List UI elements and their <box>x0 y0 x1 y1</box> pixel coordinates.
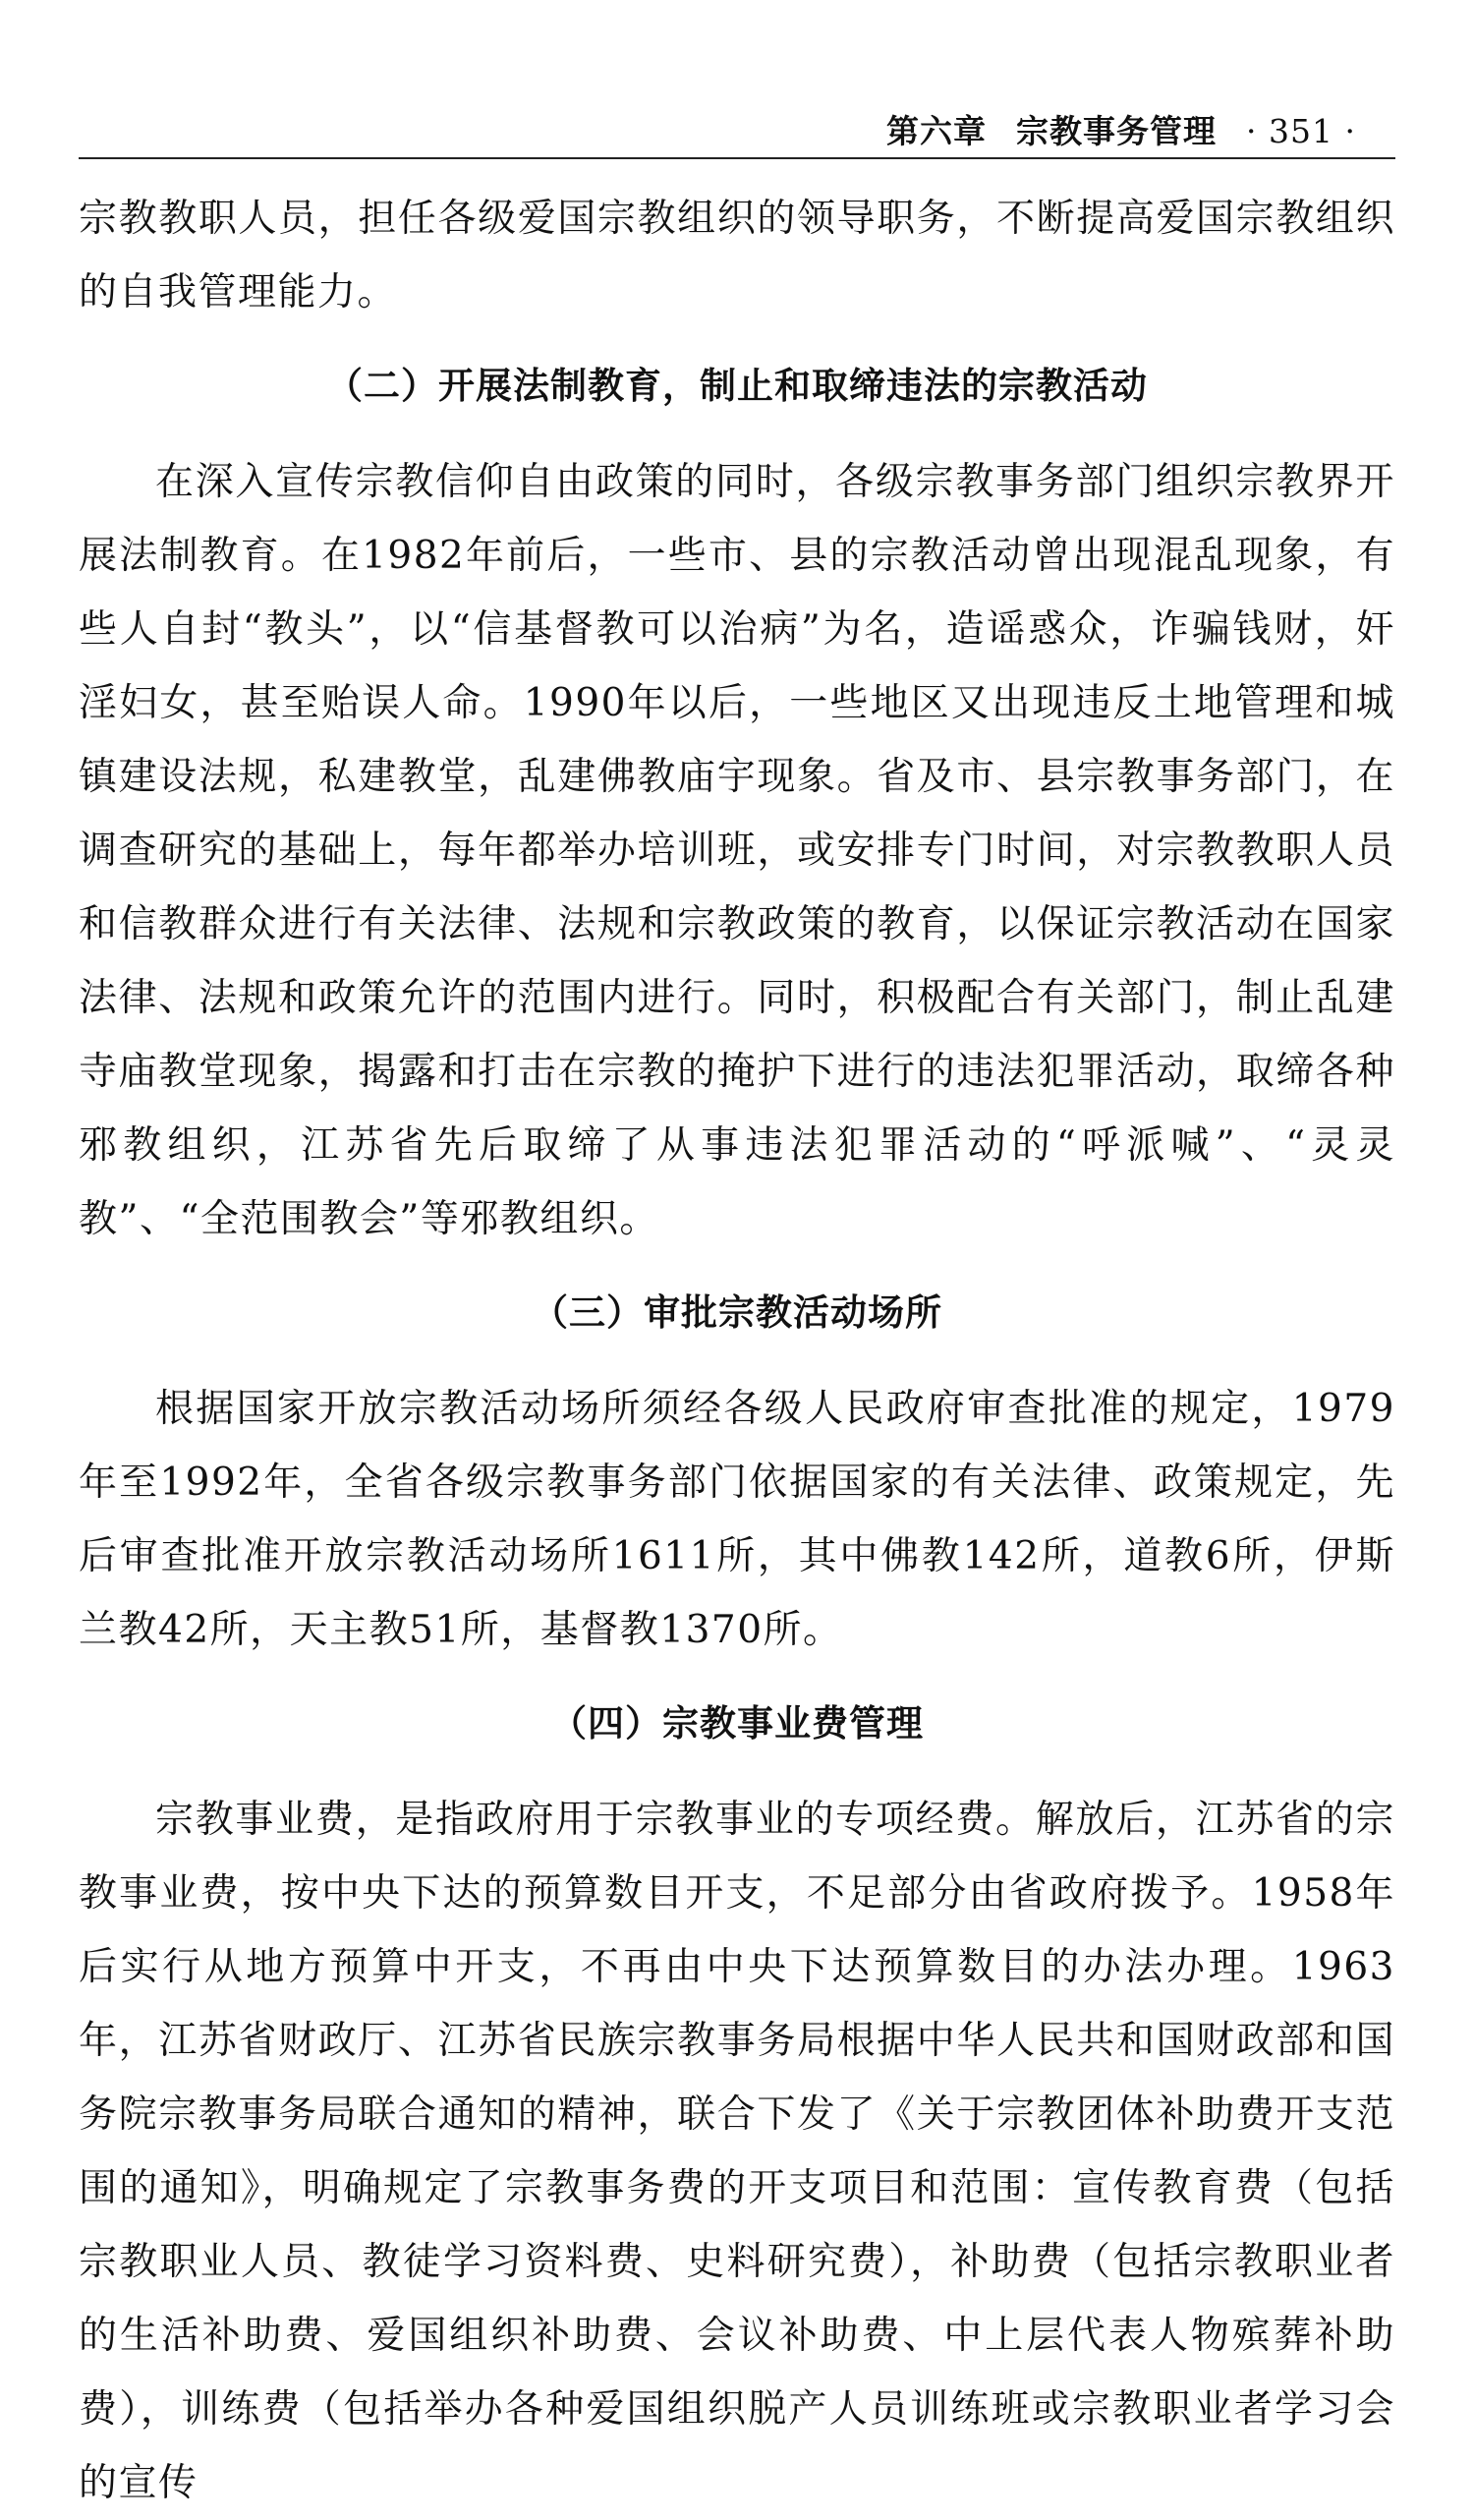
chapter-title: 宗教事务管理 <box>1016 112 1218 150</box>
paragraph-continued: 宗教教职人员，担任各级爱国宗教组织的领导职务，不断提高爱国宗教组织的自我管理能力。 <box>79 197 1395 315</box>
paragraph-venue-approval: 根据国家开放宗教活动场所须经各级人民政府审查批准的规定，1979年至1992年，全省各级宗教事务部门依据国家的有关法律、政策规定，先后审查批准开放宗教活动场所1611所，其中佛教142所，道教6所，伊斯兰教42所，天主教51所，基督教1370所。 <box>79 1387 1395 1652</box>
paragraph-funding: 宗教事业费，是指政府用于宗教事业的专项经费。解放后，江苏省的宗教事业费，按中央下达的预算数目开支，不足部分由省政府拨予。1958年后实行从地方预算中开支，不再由中央下达预算数目的办法办理。1963年，江苏省财政厅、江苏省民族宗教事务局根据中华人民共和国财政部和国务院宗教事务局联合通知的精神，联合下发了《关于宗教团体补助费开支范围的通知》，明确规定了宗教事务费的开支项目和范围：宣传教育费（包括宗教职业人员、教徒学习资料费、史料研究费），补助费（包括宗教职业者的生活补助费、爱国组织补助费、会议补助费、中上层代表人物殡葬补助费），训练费（包括举办各种爱国组织脱产人员训练班或宗教职业者学习会的宣传 <box>79 1798 1395 2505</box>
chapter-label: 第六章 <box>886 112 988 150</box>
page-body <box>79 182 1395 2520</box>
paragraph-legal-education: 在深入宣传宗教信仰自由政策的同时，各级宗教事务部门组织宗教界开展法制教育。在1982年前后，一些市、县的宗教活动曾出现混乱现象，有些人自封“教头”，以“信基督教可以治病”为名，造谣惑众，诈骗钱财，奸淫妇女，甚至贻误人命。1990年以后，一些地区又出现违反土地管理和城镇建设法规，私建教堂，乱建佛教庙宇现象。省及市、县宗教事务部门，在调查研究的基础上，每年都举办培训班，或安排专门时间，对宗教教职人员和信教群众进行有关法律、法规和宗教政策的教育，以保证宗教活动在国家法律、法规和政策允许的范围内进行。同时，积极配合有关部门，制止乱建寺庙教堂现象，揭露和打击在宗教的掩护下进行的违法犯罪活动，取缔各种邪教组织，江苏省先后取缔了从事违法犯罪活动的“呼派喊”、“灵灵教”、“全范围教会”等邪教组织。 <box>79 460 1395 1241</box>
section-heading-3: （三）审批宗教活动场所 <box>532 1291 942 1334</box>
section-heading-2: （二）开展法制教育，制止和取缔违法的宗教活动 <box>326 365 1148 407</box>
section-heading-4: （四）宗教事业费管理 <box>550 1702 924 1745</box>
header-rule <box>79 157 1395 159</box>
page-number: · 351 · <box>1246 112 1356 150</box>
running-head <box>79 106 1356 152</box>
